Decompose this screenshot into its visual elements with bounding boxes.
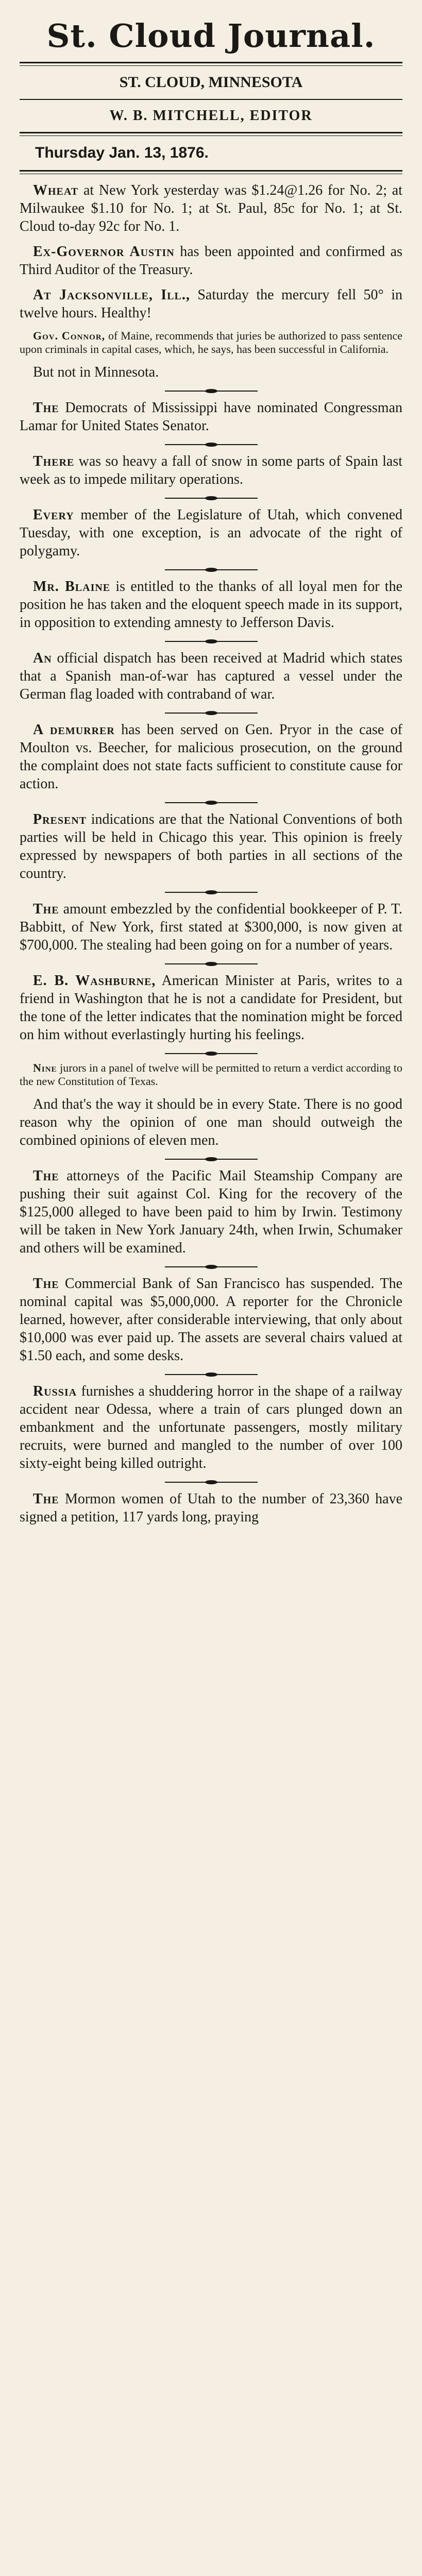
article-divider — [165, 444, 258, 445]
article-column — [20, 181, 402, 1526]
news-item — [20, 243, 402, 279]
location-line: ST. CLOUD, MINNESOTA — [119, 74, 303, 91]
news-item-lead: Nine — [33, 1061, 57, 1074]
article-divider — [165, 1266, 258, 1267]
editor-line: W. B. MITCHELL, EDITOR — [109, 108, 313, 124]
news-item — [20, 721, 402, 793]
news-item-lead: E. B. Washburne, — [33, 973, 156, 989]
news-item-text: And that's the way it should be in every State. There is no good reason why the opinion of one man should outweigh the combined opinions of eleven men. — [20, 1096, 402, 1148]
news-item — [20, 578, 402, 632]
editor-rule — [20, 132, 402, 136]
news-item-text: indications are that the National Conventions of both parties will be held in Chicago this year. This opinion is freely expressed by newspapers of both parties in all sections of the country. — [20, 811, 403, 882]
news-item-text: attorneys of the Pacific Mail Steamship Company are pushing their suit against Col. King for the recovery of the $125,000 alleged to have been paid to him by Irwin. Testimony will be taken in New York January 24th, when Irwin, Schumaker and others will be examined. — [20, 1168, 403, 1256]
news-item — [20, 1061, 402, 1088]
news-item-lead: The — [33, 1276, 59, 1292]
news-item — [20, 649, 402, 703]
masthead-rule — [20, 62, 402, 66]
news-item — [20, 1275, 402, 1365]
news-item-text: furnishes a shuddering horror in the shape of a railway accident near Odessa, where a train of cars plunged down an embankment and the unfortunate passengers, mostly military recruits, were burned and mangled to the number of over 100 sixty-eight being killed outright. — [20, 1383, 402, 1471]
article-divider — [165, 391, 258, 392]
news-item-text: at New York yesterday was $1.24@1.26 for No. 2; at Milwaukee $1.10 for No. 1; at St. Paul, 85c for No. 1; at St. Cloud to-day 92c for No. 1. — [20, 182, 403, 234]
news-item — [20, 1095, 402, 1149]
news-item-lead: Gov. Connor, — [33, 329, 106, 342]
news-item-lead: Mr. Blaine — [33, 579, 111, 595]
news-item-text: Democrats of Mississippi have nominated Congressman Lamar for United States Senator. — [20, 400, 403, 434]
news-item-text: is entitled to the thanks of all loyal men for the position he has taken and the eloquent speech made in its support, in opposition to extending amnesty to Jefferson Davis. — [20, 579, 402, 631]
news-item — [20, 363, 402, 381]
news-item — [20, 972, 402, 1044]
article-divider — [165, 1053, 258, 1054]
news-item-text: jurors in a panel of twelve will be permitted to return a verdict according to the new Constitution of Texas. — [20, 1061, 403, 1088]
news-item-text: Saturday the mercury fell 50° in twelve hours. Healthy! — [20, 287, 403, 321]
article-divider — [165, 802, 258, 803]
news-item-text: official dispatch has been received at Madrid which states that a Spanish man-of-war has captured a vessel under the German flag loaded with contraband of war. — [20, 650, 402, 702]
dateline-rule — [20, 170, 402, 174]
news-item-lead: The — [33, 901, 59, 917]
news-item-text: member of the Legislature of Utah, which convened Tuesday, with one exception, is an advocate of the right of polygamy. — [20, 507, 403, 559]
news-item-lead: An — [33, 650, 52, 666]
news-item — [20, 329, 402, 356]
news-item-lead: Wheat — [33, 182, 79, 198]
news-item — [20, 181, 402, 235]
news-item — [20, 900, 402, 954]
news-item-text: amount embezzled by the confidential bookkeeper of P. T. Babbitt, of New York, first stated at $300,000, is now given at $700,000. The stealing had been going on for a number of years. — [20, 901, 403, 953]
article-divider — [165, 963, 258, 964]
masthead: St. Cloud Journal. — [46, 17, 376, 55]
article-divider — [165, 713, 258, 714]
news-item — [20, 452, 402, 488]
news-item — [20, 1490, 402, 1526]
news-item-lead: A demurrer — [33, 722, 115, 738]
article-divider — [165, 1482, 258, 1483]
news-item-lead: The — [33, 1491, 59, 1507]
news-item-text: But not in Minnesota. — [33, 364, 159, 380]
news-item — [20, 1167, 402, 1257]
article-divider — [165, 498, 258, 499]
news-item-lead: Ex-Governor Austin — [33, 244, 175, 260]
news-item-lead: The — [33, 1168, 59, 1184]
news-item-lead: Every — [33, 507, 74, 523]
article-divider — [165, 569, 258, 570]
article-divider — [165, 1159, 258, 1160]
news-item-text: Commercial Bank of San Francisco has suspended. The nominal capital was $5,000,000. A reporter for the Chronicle learned, however, after considerable interviewing, that only about $10,000 was ever paid up. The assets are several chairs valued at $1.50 each, and some desks. — [20, 1276, 402, 1364]
news-item-text: has been served on Gen. Pryor in the case of Moulton vs. Beecher, for malicious prosecution, on the ground the complaint does not state facts sufficient to constitute cause for action. — [20, 722, 402, 792]
news-item-text: was so heavy a fall of snow in some parts of Spain last week as to impede military operations. — [20, 453, 402, 487]
news-item-text: of Maine, recommends that juries be authorized to pass sentence upon criminals in capital cases, which, he says, has been successful in California. — [20, 329, 402, 355]
news-item-text: American Minister at Paris, writes to a friend in Washington that he is not a candidate for President, but the tone of the letter indicates that the nomination might be forced on him without everlastingly hurting his feelings. — [20, 973, 402, 1043]
news-item-lead: There — [33, 453, 75, 469]
article-divider — [165, 892, 258, 893]
news-item-lead: At Jacksonville, Ill., — [33, 287, 190, 303]
news-item — [20, 506, 402, 560]
article-divider — [165, 1374, 258, 1375]
news-item — [20, 1382, 402, 1472]
location-rule — [20, 99, 402, 100]
dateline: Thursday Jan. 13, 1876. — [35, 144, 209, 161]
news-item-text: Mormon women of Utah to the number of 23,360 have signed a petition, 117 yards long, praying — [20, 1491, 402, 1525]
news-item — [20, 286, 402, 322]
news-item-lead: Present — [33, 811, 87, 827]
news-item-lead: Russia — [33, 1383, 77, 1399]
news-item — [20, 399, 402, 435]
article-divider — [165, 641, 258, 642]
news-item-text: has been appointed and confirmed as Third Auditor of the Treasury. — [20, 244, 402, 278]
news-item-lead: The — [33, 400, 59, 416]
news-item — [20, 810, 402, 883]
